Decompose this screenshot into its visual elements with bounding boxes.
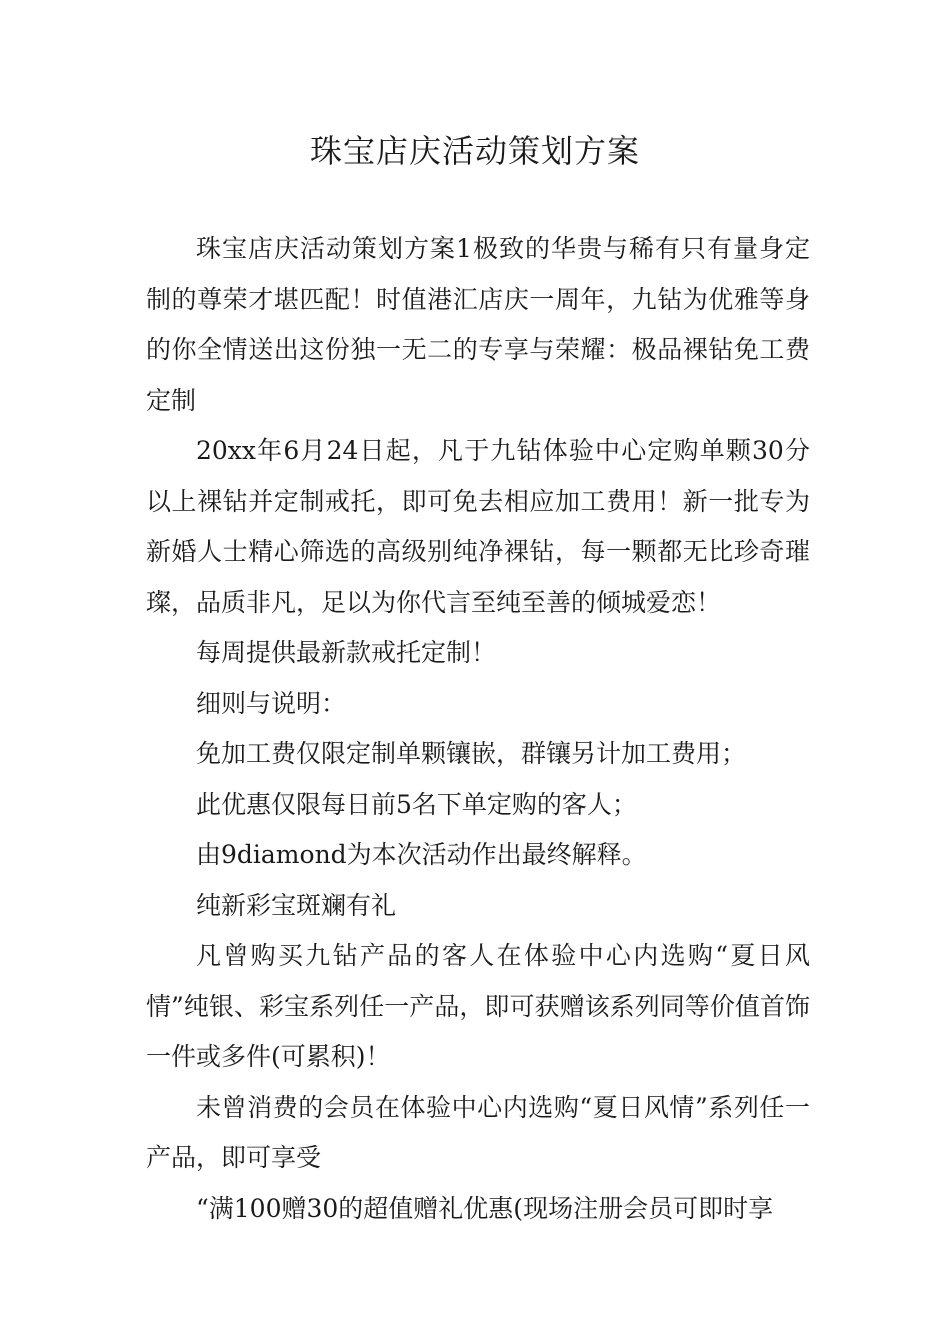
paragraph-returning-customers: 凡曾购买九钻产品的客人在体验中心内选购“夏日风情”纯银、彩宝系列任一产品，即可获赠该系列同等价值首饰一件或多件(可累积)！	[146, 941, 810, 1071]
document-title: 珠宝店庆活动策划方案	[309, 132, 640, 170]
paragraph-offer-details: 20xx年6月24日起，凡于九钻体验中心定购单颗30分以上裸钻并定制戒托，即可免去相应加工费用！新一批专为新婚人士精心筛选的高级别纯净裸钻，每一颗都无比珍奇璀璨，品质非凡，足以为你代言至纯至善的倾城爱恋！	[146, 436, 810, 617]
paragraph-rules-heading: 细则与说明：	[196, 688, 347, 718]
paragraph-rule-3: 由9diamond为本次活动作出最终解释。	[196, 840, 647, 869]
document-body	[146, 224, 810, 1234]
paragraph-intro: 珠宝店庆活动策划方案1极致的华贵与稀有只有量身定制的尊荣才堪匹配！时值港汇店庆一周年，九钻为优雅等身的你全情送出这份独一无二的专享与荣耀：极品裸钻免工费定制	[146, 234, 810, 415]
paragraph-section-heading: 纯新彩宝斑斓有礼	[196, 890, 397, 920]
paragraph-new-members: 未曾消费的会员在体验中心内选购“夏日风情”系列任一产品，即可享受	[146, 1092, 810, 1172]
paragraph-rule-2: 此优惠仅限每日前5名下单定购的客人；	[196, 789, 637, 819]
paragraph-rule-1: 免加工费仅限定制单颗镶嵌，群镶另计加工费用；	[196, 739, 747, 768]
paragraph-gift-offer: “满100赠30的超值赠礼优惠(现场注册会员可即时享	[196, 1193, 774, 1223]
paragraph-weekly-custom: 每周提供最新款戒托定制！	[196, 638, 497, 667]
